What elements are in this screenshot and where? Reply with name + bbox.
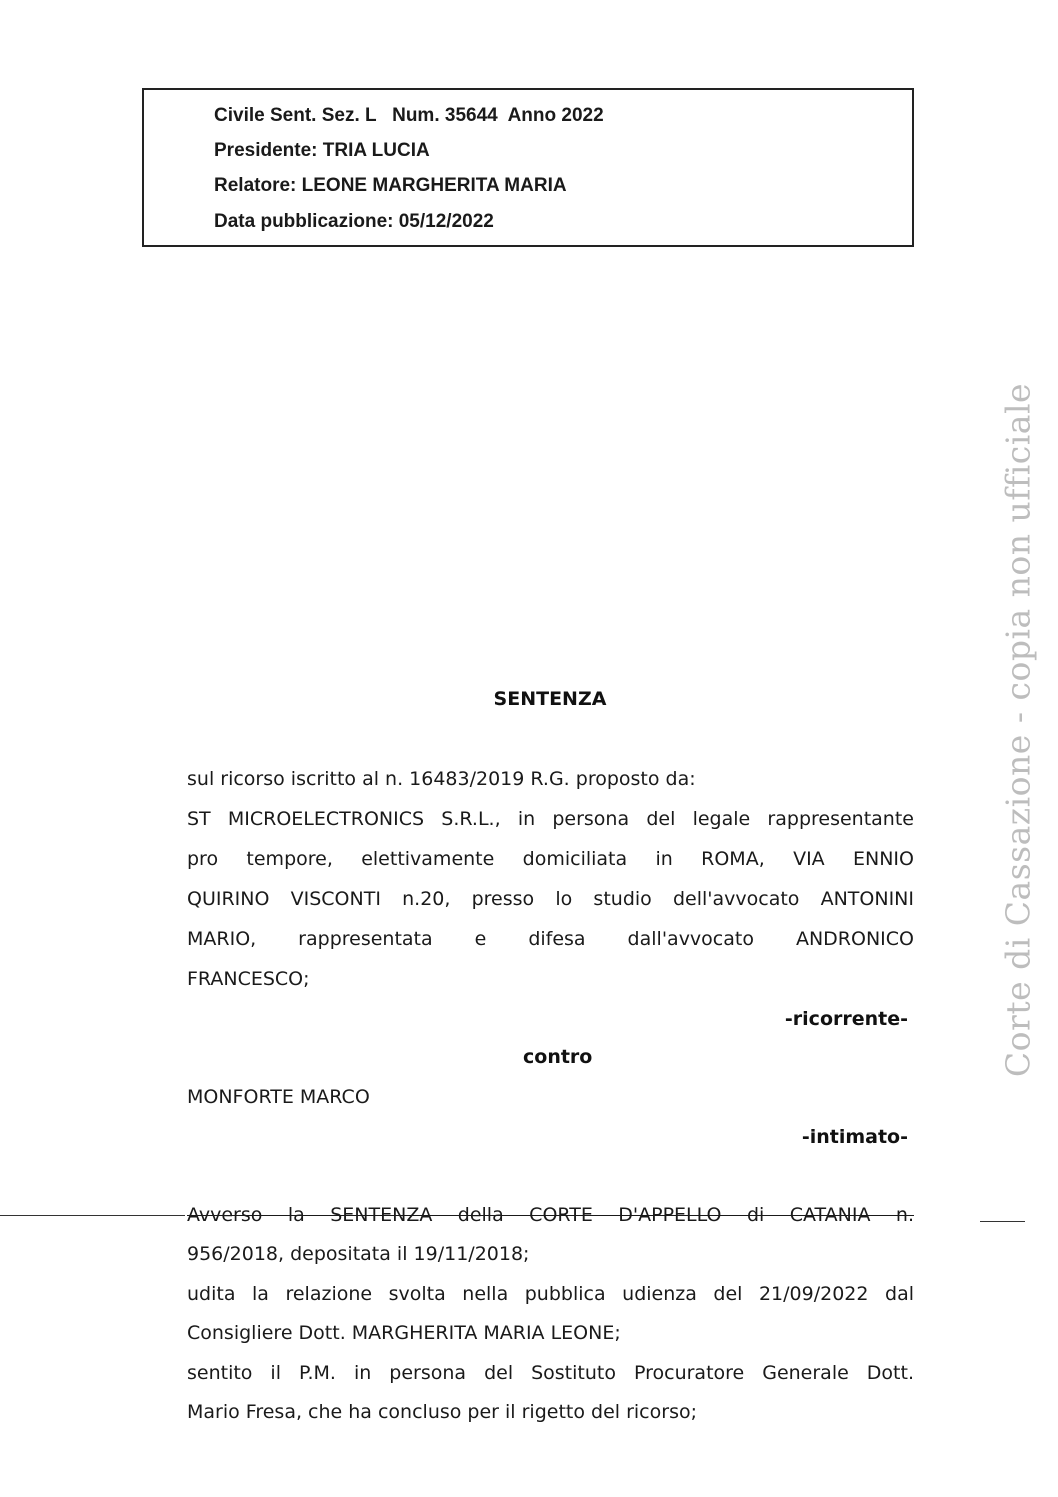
appellant-line-2: pro tempore, elettivamente domiciliata in ROMA, VIA ENNIO [187, 848, 914, 870]
respondent-name: MONFORTE MARCO [187, 1086, 370, 1108]
prosecutor-line-2: Mario Fresa, che ha concluso per il rigetto del ricorso; [187, 1401, 697, 1423]
header-box [142, 88, 914, 247]
case-registration: sul ricorso iscritto al n. 16483/2019 R.G. proposto da: [187, 768, 696, 790]
watermark: Corte di Cassazione - copia non ufficiale [998, 382, 1038, 1078]
header-rapporteur: Relatore: LEONE MARGHERITA MARIA [214, 175, 567, 196]
document-title: SENTENZA [493, 688, 607, 710]
ricorrente-label: -ricorrente- [784, 1008, 908, 1030]
scan-rule-left [0, 1215, 185, 1216]
intimato-label: -intimato- [801, 1126, 908, 1148]
prosecutor-line-1: sentito il P.M. in persona del Sostituto Procuratore Generale Dott. [187, 1362, 914, 1384]
hearing-line-2: Consigliere Dott. MARGHERITA MARIA LEONE; [187, 1322, 621, 1344]
appealed-judgment-line-1: Avverso la SENTENZA della CORTE D'APPELLO di CATANIA n. [187, 1204, 914, 1226]
appellant-line-1: ST MICROELECTRONICS S.R.L., in persona del legale rappresentante [187, 808, 914, 830]
header-section-number: Civile Sent. Sez. L Num. 35644 Anno 2022 [214, 105, 604, 126]
contro-label: contro [523, 1046, 593, 1068]
header-president: Presidente: TRIA LUCIA [214, 140, 430, 161]
appealed-judgment-line-2: 956/2018, depositata il 19/11/2018; [187, 1243, 530, 1265]
scan-rule-right [980, 1221, 1025, 1222]
appellant-line-5: FRANCESCO; [187, 968, 310, 990]
hearing-line-1: udita la relazione svolta nella pubblica udienza del 21/09/2022 dal [187, 1283, 914, 1305]
appellant-line-4: MARIO, rappresentata e difesa dall'avvocato ANDRONICO [187, 928, 914, 950]
header-publication-date: Data pubblicazione: 05/12/2022 [214, 211, 494, 232]
appellant-line-3: QUIRINO VISCONTI n.20, presso lo studio dell'avvocato ANTONINI [187, 888, 914, 910]
